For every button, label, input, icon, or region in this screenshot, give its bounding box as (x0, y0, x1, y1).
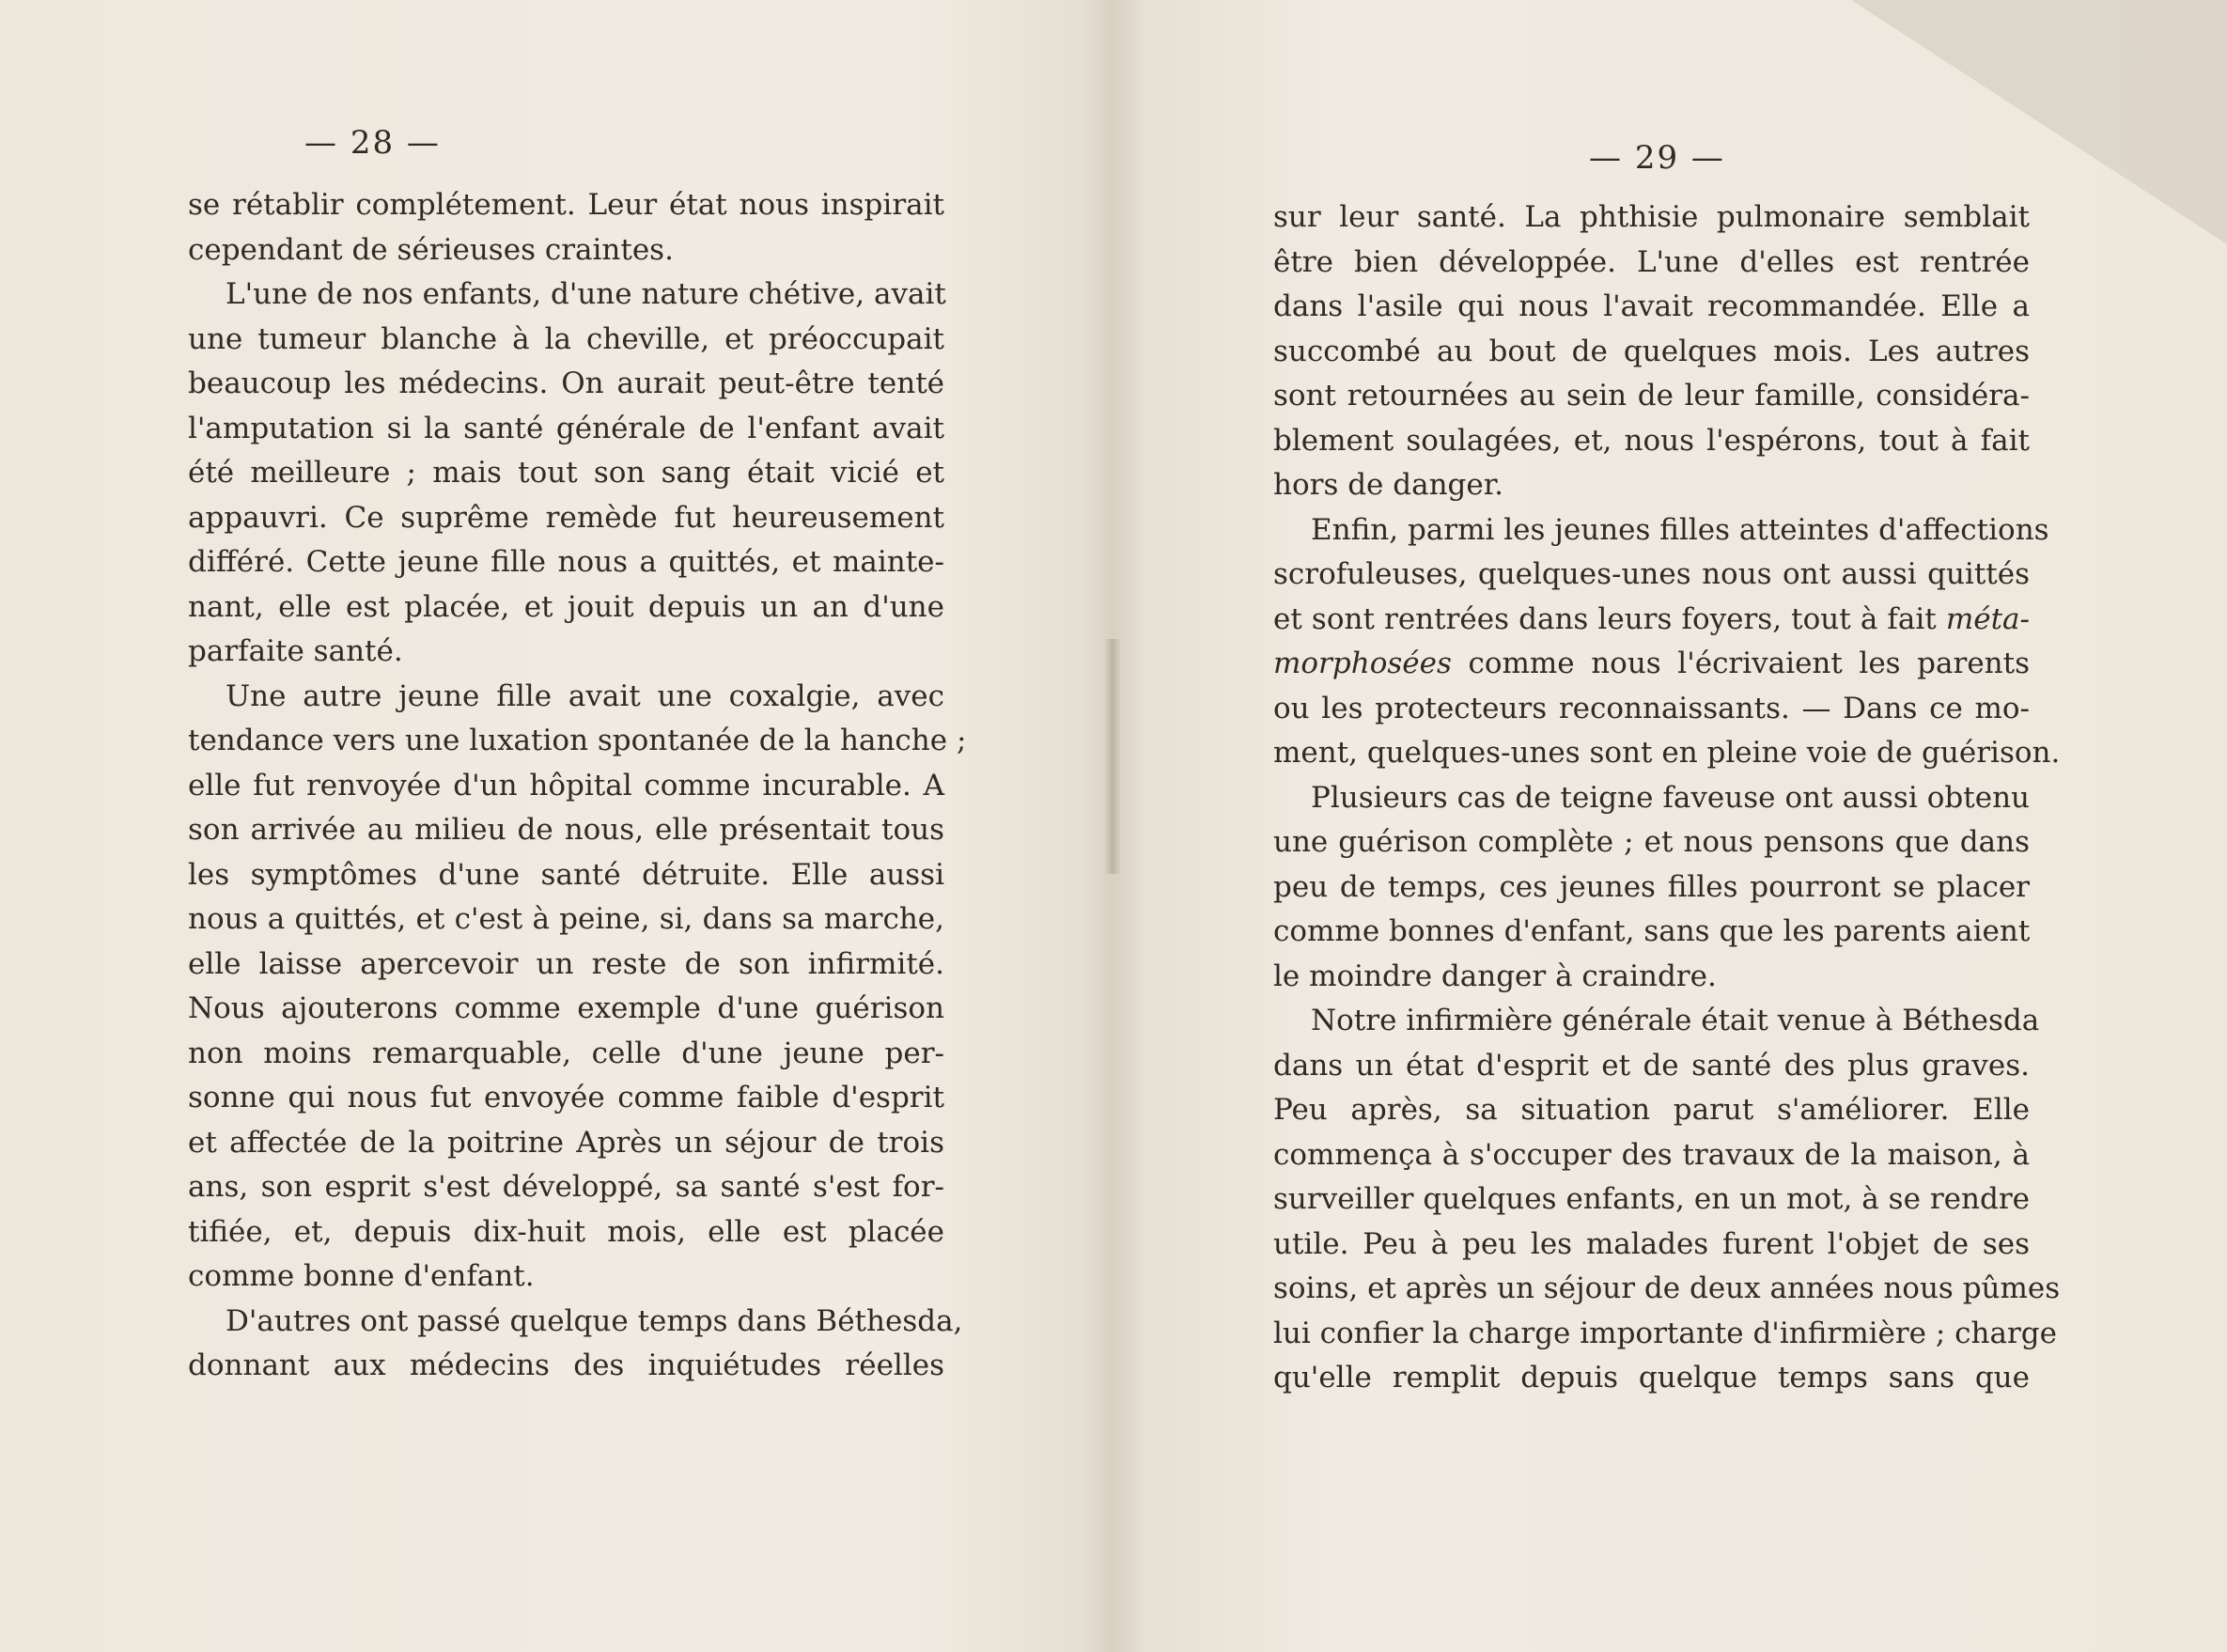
line-text: comme nous l'écrivaient les parents (1451, 647, 2030, 680)
line-text: D'autres ont passé quelque temps dans Béthesda, (226, 1303, 963, 1338)
line-text: tendance vers une luxation spontanée de la hanche ; (188, 724, 967, 757)
text-line (188, 630, 944, 675)
text-line (1273, 1133, 2030, 1178)
text-line (188, 1255, 944, 1300)
line-text: scrofuleuses, quelques-unes nous ont aussi quittés (1273, 557, 2030, 591)
line-text: nous a quittés, et c'est à peine, si, dans sa marche, (188, 902, 944, 936)
line-text: une guérison complète ; et nous pensons que dans (1273, 825, 2030, 859)
text-line (188, 540, 944, 585)
left-page (188, 0, 967, 1652)
line-text: une tumeur blanche à la cheville, et préoccupait (188, 321, 944, 356)
line-text: appauvri. Ce suprême remède fut heureusement (188, 500, 944, 535)
line-text: sonne qui nous fut envoyée comme faible d'esprit (188, 1081, 944, 1114)
line-text: donnant aux médecins des inquiétudes réelles (188, 1348, 944, 1382)
text-line (1273, 1356, 2030, 1401)
text-line (188, 943, 944, 988)
page-number-right: — 29 — (1589, 139, 1725, 177)
text-line (188, 1210, 944, 1255)
text-line (1273, 1177, 2030, 1223)
text-line (1273, 910, 2030, 955)
line-text: utile. Peu à peu les malades furent l'objet de ses (1273, 1226, 2030, 1261)
line-text: et affectée de la poitrine Après un séjour de trois (188, 1125, 944, 1160)
text-line (188, 585, 944, 631)
text-line (188, 1076, 944, 1121)
line-text: Peu après, sa situation parut s'améliorer. Elle (1273, 1093, 2030, 1127)
line-text: tifiée, et, depuis dix-huit mois, elle est placée (188, 1214, 944, 1249)
text-line (1273, 999, 2040, 1044)
line-text: sont retournées au sein de leur famille, considéra- (1273, 379, 2030, 413)
line-text: comme bonnes d'enfant, sans que les parents aient (1273, 914, 2031, 948)
text-line (1273, 508, 2049, 553)
text-line (1273, 1312, 2057, 1357)
text-line (188, 362, 944, 407)
text-line (1273, 865, 2030, 911)
line-text: ans, son esprit s'est développé, sa santé s'est for- (188, 1170, 944, 1204)
book-gutter (1104, 639, 1121, 874)
line-text: dans l'asile qui nous l'avait recommandée. Elle a (1273, 289, 2030, 323)
text-line (188, 764, 944, 809)
line-text: Une autre jeune fille avait une coxalgie, avec (226, 678, 944, 713)
text-line (1273, 1267, 2061, 1312)
text-line (188, 1300, 963, 1345)
line-text: L'une de nos enfants, d'une nature chétive, avait (226, 277, 946, 311)
text-line (188, 183, 944, 228)
line-text: lui confier la charge importante d'infirmière ; charge (1273, 1316, 2057, 1350)
line-text: soins, et après un séjour de deux années nous pûmes (1273, 1271, 2061, 1305)
line-text: été meilleure ; mais tout son sang était vicié et (188, 456, 944, 490)
line-text: et sont rentrées dans leurs foyers, tout à fait (1273, 601, 1946, 636)
text-line (188, 451, 944, 496)
text-line (188, 897, 944, 943)
text-line (1273, 1044, 2030, 1089)
text-line (1273, 419, 2030, 464)
text-line (188, 1121, 944, 1166)
text-line (1273, 463, 2030, 508)
text-line (1273, 285, 2030, 330)
text-line (188, 853, 944, 898)
text-line (1273, 820, 2030, 865)
text-line (188, 496, 944, 541)
italic-word: morphosées (1273, 647, 1452, 680)
text-line (1273, 1088, 2030, 1133)
line-text: hors de danger. (1273, 468, 1504, 502)
line-text: nant, elle est placée, et jouit depuis un an d'une (188, 589, 944, 624)
text-line (188, 273, 944, 318)
text-line (1273, 955, 2030, 1000)
line-text: comme bonne d'enfant. (188, 1259, 535, 1293)
text-line (1273, 1223, 2030, 1268)
line-text: être bien développée. L'une d'elles est rentrée (1273, 244, 2030, 279)
line-text: Enfin, parmi les jeunes filles atteintes d'affections (1311, 512, 2049, 547)
text-line (1273, 642, 2030, 687)
line-text: l'amputation si la santé générale de l'enfant avait (188, 411, 944, 445)
line-text: commença à s'occuper des travaux de la maison, à (1273, 1137, 2030, 1172)
text-line (188, 808, 944, 853)
line-text: son arrivée au milieu de nous, elle présentait tous (188, 813, 944, 847)
line-text: elle laisse apercevoir un reste de son infirmité. (188, 946, 944, 981)
line-text: cependant de sérieuses craintes. (188, 232, 674, 267)
text-line (188, 318, 944, 363)
line-text: ou les protecteurs reconnaissants. — Dans ce mo- (1273, 691, 2030, 725)
text-line (188, 1165, 944, 1210)
line-text: différé. Cette jeune fille nous a quittés, et mainte- (188, 545, 944, 579)
text-line (188, 1344, 944, 1389)
text-line (188, 987, 944, 1032)
text-line (188, 228, 944, 273)
left-page-text (188, 183, 967, 1389)
line-text: Notre infirmière générale était venue à Béthesda (1311, 1004, 2040, 1037)
line-text: non moins remarquable, celle d'une jeune per- (188, 1036, 944, 1070)
line-text: succombé au bout de quelques mois. Les autres (1273, 334, 2030, 368)
text-line (188, 675, 944, 720)
text-line (1273, 330, 2030, 375)
line-text: elle fut renvoyée d'un hôpital comme incurable. A (188, 768, 944, 803)
line-text: les symptômes d'une santé détruite. Elle aussi (188, 857, 944, 892)
text-line (1273, 241, 2030, 286)
line-text: Plusieurs cas de teigne faveuse ont aussi obtenu (1311, 780, 2030, 815)
text-line (1273, 553, 2030, 598)
line-text: se rétablir complétement. Leur état nous inspirait (188, 188, 944, 222)
text-line (1273, 195, 2030, 241)
line-text: Nous ajouterons comme exemple d'une guérison (188, 991, 944, 1025)
line-text: ment, quelques-unes sont en pleine voie de guérison. (1273, 736, 2061, 770)
text-line (188, 1032, 944, 1077)
text-line (1273, 374, 2030, 419)
text-line (188, 407, 944, 452)
line-text: beaucoup les médecins. On aurait peut-être tenté (188, 366, 944, 400)
line-text: blement soulagées, et, nous l'espérons, tout à fait (1273, 423, 2030, 458)
text-line (1273, 598, 2030, 643)
page-number-left: — 28 — (304, 124, 441, 162)
text-line (1273, 776, 2030, 821)
line-text: peu de temps, ces jeunes filles pourront se placer (1273, 869, 2030, 904)
line-text: sur leur santé. La phthisie pulmonaire semblait (1273, 200, 2030, 234)
italic-word: méta- (1945, 601, 2030, 636)
line-text: parfaite santé. (188, 634, 403, 668)
line-text: dans un état d'esprit et de santé des plus graves. (1273, 1048, 2030, 1083)
line-text: surveiller quelques enfants, en un mot, à se rendre (1273, 1182, 2030, 1216)
line-text: qu'elle remplit depuis quelque temps sans que (1273, 1361, 2030, 1395)
text-line (1273, 731, 2061, 776)
line-text: le moindre danger à craindre. (1273, 958, 1717, 993)
text-line (188, 719, 967, 764)
right-page-text (1273, 195, 2061, 1401)
text-line (1273, 687, 2030, 732)
right-page (1273, 0, 2061, 1652)
